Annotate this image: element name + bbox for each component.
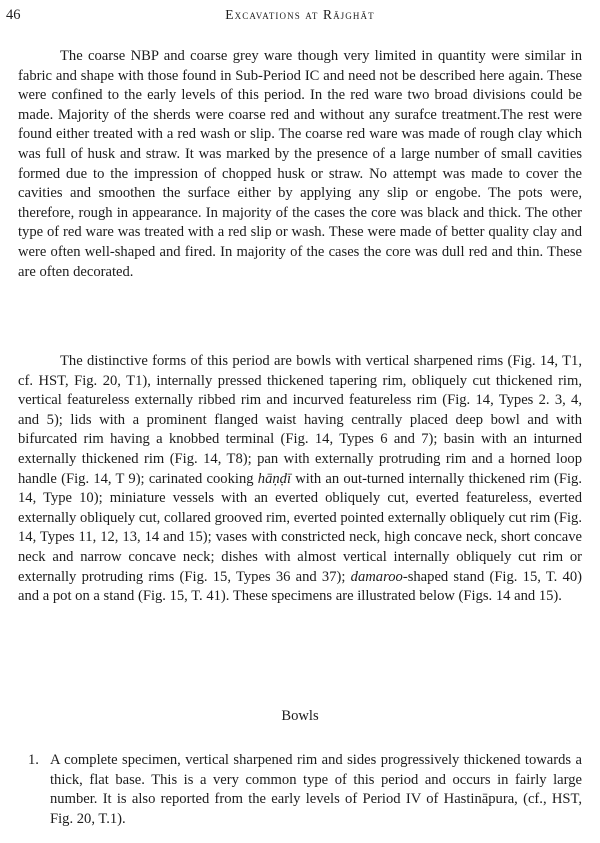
page-header	[6, 7, 594, 29]
italic-term-damaroo: damaroo	[350, 568, 403, 585]
paragraph-text: The distinctive forms of this period are bowls with vertical sharpened rims (Fig. 14, T1, cf. HST, Fig. 20, T1), internally pressed thickened tapering rim, obliquely cut thickened rim, vertical featureless externally ribbed rim and incurved featureless rim (Fig. 14, Types 2. 3, 4, and 5); lids with a prominent flanged waist having centrally placed deep bowl and with bifurcated rim having a knobbed terminal (Fig. 14, Types 6 and 7); basin with an inturned externally thickened rim (Fig. 14, T8); pan with externally protruding rim and a horned loop handle (Fig. 14, T 9); carinated cooking	[18, 353, 582, 487]
page-number: 46	[6, 7, 21, 23]
paragraph-text: with an out-turned internally thickened rim (Fig. 14, Type 10); miniature vessels with an everted obliquely cut, everted featureless, everted externally obliquely cut, collared grooved rim, everted pointed externally obliquely cut rim (Fig. 14, Types 11, 12, 13, 14 and 15); vases with constricted neck, high concave neck, short concave neck and narrow concave neck; dishes with almost vertical internally obliquely cut rim or externally protruding rims (Fig. 15, Types 36 and 37);	[18, 470, 582, 585]
list-item	[18, 751, 582, 829]
italic-term-handi: hāṇḍī	[257, 470, 292, 487]
paragraph-text: -shaped stand (Fig. 15, T. 40) and a pot on a stand (Fig. 15, T. 41). These specimens are illustrated below (Figs. 14 and 15).	[18, 568, 582, 605]
paragraph-pottery-fabric: The coarse NBP and coarse grey ware though very limited in quantity were similar in fabric and shape with those found in Sub-Period IC and need not be described here again. These were confined to the early levels of this period. In the red ware two broad divisions could be made. Majority of the sherds were coarse red and without any surafce treatment.The rest were found either treated with a red wash or slip. The coarse red ware was made of rough clay which was full of husk and straw. It was marked by the presence of a large number of small cavities formed due to the impression of chopped husk or straw. No attempt was made to cover the cavities and smoothen the surface either by applying any slip or engobe. The pots were, therefore, rough in appearance. In majority of the cases the core was black and thick. The other type of red ware was treated with a red slip or wash. These were made of better quality clay and were often well-shaped and fired. In majority of the cases the core was dull red and thin. These are often decorated.	[18, 48, 582, 280]
paragraph-distinctive-forms	[18, 352, 582, 607]
section-heading-bowls: Bowls	[281, 708, 319, 724]
running-head: Excavations at Rājghāt	[225, 7, 375, 22]
list-item-number: 1.	[28, 752, 39, 768]
list-item-text: A complete specimen, vertical sharpened rim and sides progressively thickened towards a thick, flat base. This is a very common type of this period and occurs in fairly large number. It is also reported from the early levels of Period IV of Hastināpura, (cf., HST, Fig. 20, T.1).	[50, 752, 582, 827]
